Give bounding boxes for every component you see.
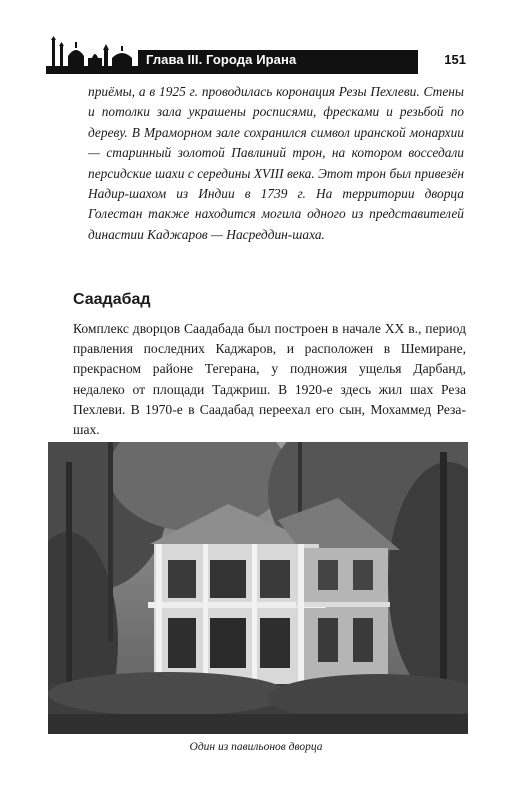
palace-pavilion-photo xyxy=(48,442,468,734)
page-number: 151 xyxy=(444,52,466,67)
section-heading: Саадабад xyxy=(73,291,151,308)
intro-paragraph: приёмы, а в 1925 г. проводилась коронация Резы Пехлеви. Стены и потолки зала украшены росписями, фресками и резьбой по дереву. В Мраморном зале сохранился символ иранской монархии — старинный золотой Павлиний трон, на котором восседали персидские шахи с середины XVIII века. Этот трон был привезён Надир-шахом из Индии в 1739 г. На территории дворца Голестан также находится могила одного из представителей династии Каджаров — Насреддин-шаха. xyxy=(88,84,464,242)
running-header xyxy=(46,36,466,74)
section-paragraph: Комплекс дворцов Саадабада был построен в начале XX в., период правления последних Каджаров, и расположен в Шемиране, прекрасном районе Тегерана, у подножия ущелья Дарбанд, недалеко от площади Таджриш. В 1920-е здесь жил шах Реза Пехлеви. В 1970-е в Саадабад переехал его сын, Мохаммед Реза-шах. xyxy=(73,321,466,438)
figure-caption: Один из павильонов дворца xyxy=(189,741,323,753)
chapter-title: Глава III. Города Ирана xyxy=(146,52,297,67)
mosque-skyline-icon xyxy=(46,36,138,74)
